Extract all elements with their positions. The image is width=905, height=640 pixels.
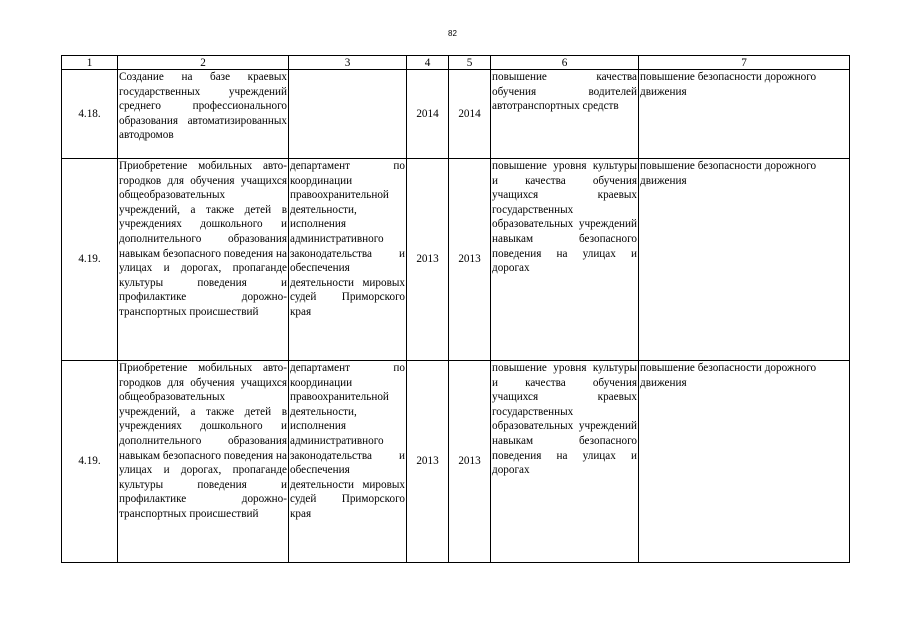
measure-name: Создание на базе краевых государственных учреждений среднего профессионального образования автоматизированных автодромов [118,70,289,159]
expected-result: повышение качества обучения водителей автотранспортных средств [491,70,639,159]
column-header: 6 [491,56,639,70]
table-row [62,70,850,159]
goal: повышение безопасности дорожного движения [639,70,850,159]
executor [289,70,407,159]
end-year: 2013 [449,159,491,361]
measure-name: Приобретение мобильных авто-городков для обучения учащихся общеобразовательных учреждений, а также детей в учреждениях дошкольного и дополнительного образования навыкам безопасного поведения на улицах и дорогах, пропаганде культуры поведения и профилактике дорожно-транспортных происшествий [118,361,289,563]
measures-table [61,55,850,563]
start-year: 2014 [407,70,449,159]
column-header: 4 [407,56,449,70]
executor: департамент по координации правоохранительной деятельности, исполнения административного законодательства и обеспечения деятельности мировых судей Приморского края [289,159,407,361]
column-header: 5 [449,56,491,70]
column-header: 2 [118,56,289,70]
goal: повышение безопасности дорожного движения [639,159,850,361]
column-header: 3 [289,56,407,70]
item-number: 4.18. [62,70,118,159]
end-year: 2013 [449,361,491,563]
measure-name: Приобретение мобильных авто-городков для обучения учащихся общеобразовательных учреждений, а также детей в учреждениях дошкольного и дополнительного образования навыкам безопасного поведения на улицах и дорогах, пропаганде культуры поведения и профилактике дорожно-транспортных происшествий [118,159,289,361]
table-row [62,361,850,563]
page-number: 82 [448,29,457,38]
table-row [62,159,850,361]
expected-result: повышение уровня культуры и качества обучения учащихся краевых государственных образовательных учреждений навыкам безопасного поведения на улицах и дорогах [491,159,639,361]
column-header: 1 [62,56,118,70]
start-year: 2013 [407,159,449,361]
expected-result: повышение уровня культуры и качества обучения учащихся краевых государственных образовательных учреждений навыкам безопасного поведения на улицах и дорогах [491,361,639,563]
executor: департамент по координации правоохранительной деятельности, исполнения административного законодательства и обеспечения деятельности мировых судей Приморского края [289,361,407,563]
end-year: 2014 [449,70,491,159]
goal: повышение безопасности дорожного движения [639,361,850,563]
item-number: 4.19. [62,159,118,361]
table-header-row [62,56,850,70]
item-number: 4.19. [62,361,118,563]
start-year: 2013 [407,361,449,563]
column-header: 7 [639,56,850,70]
